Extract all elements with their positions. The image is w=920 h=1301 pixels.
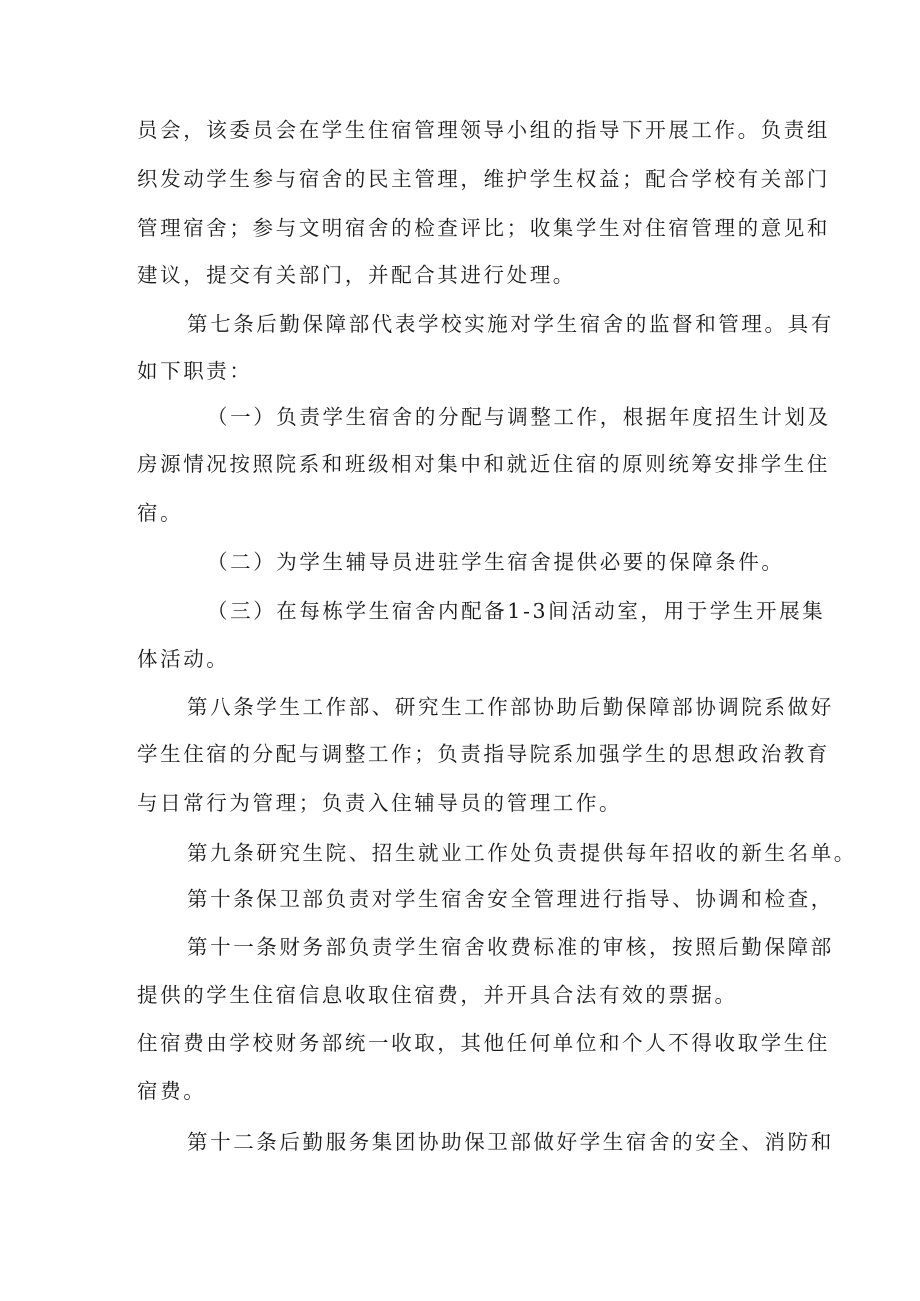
text-line: 第七条后勤保障部代表学校实施对学生宿舍的监督和管理。具有 [187, 312, 834, 336]
text-line: （三）在每栋学生宿舍内配备1-3间活动室，用于学生开展集 [207, 599, 826, 623]
text-line: 学生住宿的分配与调整工作；负责指导院系加强学生的思想政治教育 [137, 742, 830, 766]
text-line: 第十条保卫部负责对学生宿舍安全管理进行指导、协调和检查， [187, 887, 834, 911]
text-line: （一）负责学生宿舍的分配与调整工作，根据年度招生计划及 [207, 405, 831, 429]
text-line: 第九条研究生院、招生就业工作处负责提供每年招收的新生名单。 [187, 841, 857, 865]
text-line: （二）为学生辅导员进驻学生宿舍提供必要的保障条件。 [207, 550, 785, 574]
text-line: 第十二条后勤服务集团协助保卫部做好学生宿舍的安全、消防和 [187, 1130, 834, 1154]
text-line: 建议，提交有关部门，并配合其进行处理。 [137, 263, 576, 287]
text-line: 提供的学生住宿信息收取住宿费，并开具合法有效的票据。 [137, 983, 738, 1007]
text-line: 员会，该委员会在学生住宿管理领导小组的指导下开展工作。负责组 [137, 118, 830, 142]
text-line: 与日常行为管理；负责入住辅导员的管理工作。 [137, 791, 623, 815]
text-line: 宿。 [137, 501, 184, 525]
text-line: 第十一条财务部负责学生宿舍收费标准的审核，按照后勤保障部 [187, 935, 834, 959]
text-line: 宿费。 [137, 1079, 207, 1103]
text-line: 住宿费由学校财务部统一收取，其他任何单位和个人不得收取学生住 [137, 1031, 830, 1055]
text-line: 第八条学生工作部、研究生工作部协助后勤保障部协调院系做好 [187, 695, 834, 719]
text-line: 管理宿舍；参与文明宿舍的检查评比；收集学生对住宿管理的意见和 [137, 216, 830, 240]
text-line: 如下职责： [137, 359, 253, 383]
text-line: 体活动。 [137, 647, 230, 671]
text-line: 房源情况按照院系和班级相对集中和就近住宿的原则统筹安排学生住 [137, 452, 830, 476]
text-line: 织发动学生参与宿舍的民主管理，维护学生权益；配合学校有关部门 [137, 167, 830, 191]
